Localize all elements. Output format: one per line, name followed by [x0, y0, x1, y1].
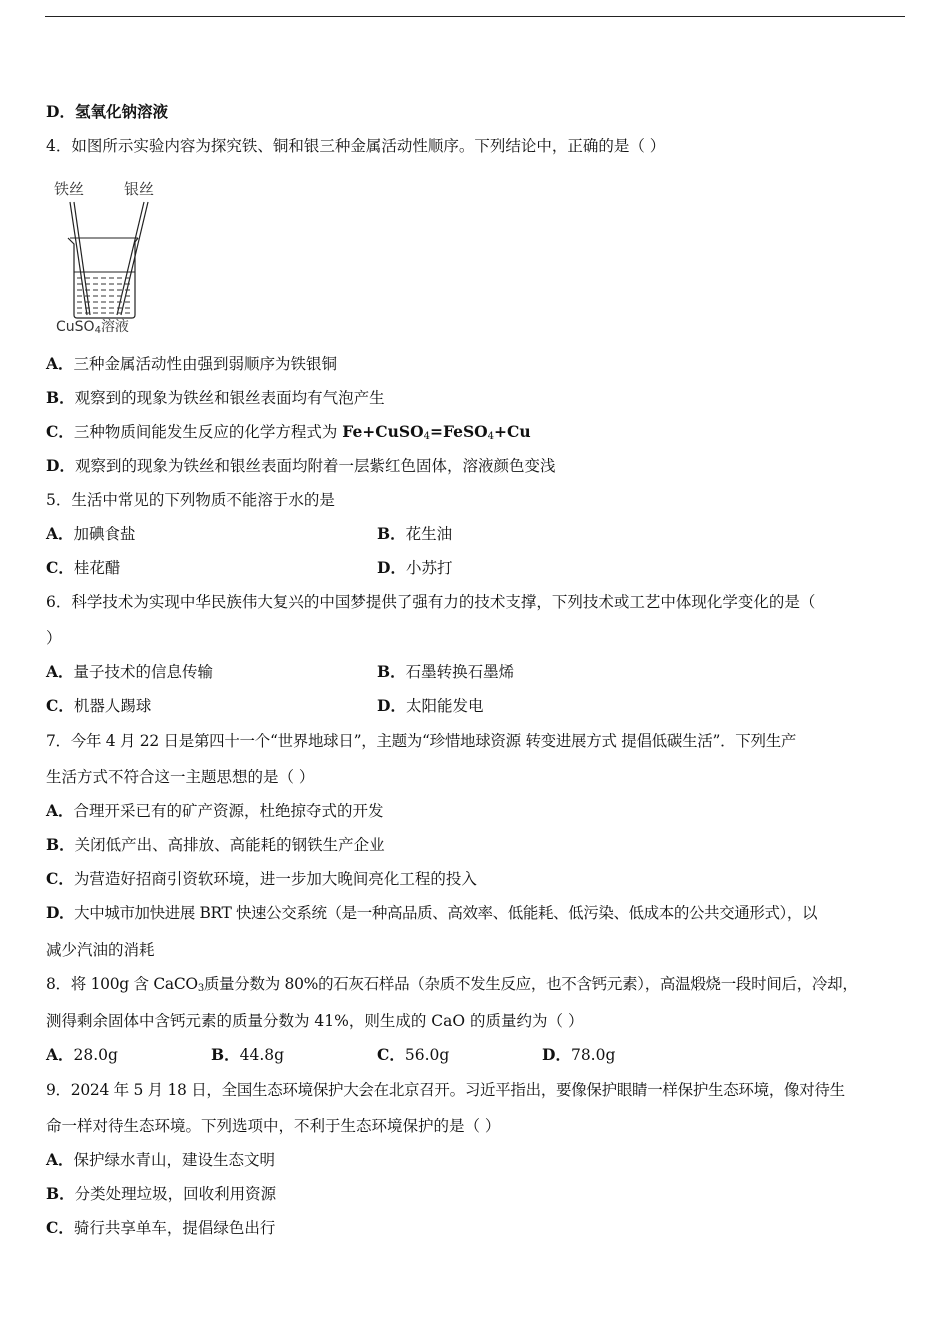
q5-option-a[interactable]: A．加碘食盐 [46, 524, 136, 543]
q4-option-a[interactable]: A．三种金属活动性由强到弱顺序为铁银铜 [46, 354, 338, 373]
q9-option-a[interactable]: A．保护绿水青山，建设生态文明 [46, 1150, 276, 1169]
q6-option-c[interactable]: C．机器人踢球 [46, 696, 152, 715]
q6-option-b[interactable]: B．石墨转换石墨烯 [377, 662, 515, 681]
q8-option-c[interactable]: C．56.0g [377, 1045, 450, 1064]
q8-option-a[interactable]: A．28.0g [46, 1045, 118, 1064]
q5-option-b[interactable]: B．花生油 [377, 524, 453, 543]
q5-option-d[interactable]: D．小苏打 [377, 558, 453, 577]
q8-option-d[interactable]: D．78.0g [542, 1045, 616, 1064]
header-rule [45, 16, 905, 17]
q7-stem: 7．今年 4 月 22 日是第四十一个“世界地球日”，主题为“珍惜地球资源 转变进展方式 提倡低碳生活”．下列生产 [46, 732, 797, 750]
q6-stem-cont: ） [46, 629, 62, 647]
q8-stem-cont: 测得剩余固体中含钙元素的质量分数为 41%，则生成的 CaO 的质量约为（ ） [46, 1012, 584, 1030]
q7-option-d-cont: 减少汽油的消耗 [46, 941, 155, 959]
q4-experiment-figure [52, 172, 172, 342]
q6-option-a[interactable]: A．量子技术的信息传输 [46, 662, 214, 681]
q7-option-a[interactable]: A．合理开采已有的矿产资源，杜绝掠夺式的开发 [46, 801, 384, 820]
q4-option-c[interactable]: C．三种物质间能发生反应的化学方程式为 Fe+CuSO$_4$=FeSO$_4$+Cu [46, 422, 531, 442]
q7-option-c[interactable]: C．为营造好招商引资软环境，进一步加大晚间亮化工程的投入 [46, 869, 477, 888]
q5-option-c[interactable]: C．桂花醋 [46, 558, 121, 577]
q7-option-d[interactable]: D．大中城市加快进展 BRT 快速公交系统（是一种高品质、高效率、低能耗、低污染、低成本的公共交通形式），以 [46, 903, 818, 922]
q4-stem: 4．如图所示实验内容为探究铁、铜和银三种金属活动性顺序。下列结论中，正确的是（ ） [46, 137, 666, 155]
q6-option-d[interactable]: D．太阳能发电 [377, 696, 484, 715]
q9-option-c[interactable]: C．骑行共享单车，提倡绿色出行 [46, 1218, 276, 1237]
figure-label-silver-wire: 银丝 [124, 180, 155, 198]
q4-option-b[interactable]: B．观察到的现象为铁丝和银丝表面均有气泡产生 [46, 388, 385, 407]
figure-label-iron-wire: 铁丝 [54, 180, 85, 198]
q7-stem-cont: 生活方式不符合这一主题思想的是（ ） [46, 768, 315, 786]
q9-option-b[interactable]: B．分类处理垃圾，回收利用资源 [46, 1184, 277, 1203]
figure-label-solution: CuSO$_4$溶液 [56, 319, 129, 336]
q8-stem: 8．将 100g 含 CaCO$_3$质量分数为 80%的石灰石样品（杂质不发生反应，也不含钙元素），高温煅烧一段时间后，冷却， [46, 975, 858, 994]
q5-stem: 5．生活中常见的下列物质不能溶于水的是 [46, 491, 335, 509]
q4-option-d[interactable]: D．观察到的现象为铁丝和银丝表面均附着一层紫红色固体，溶液颜色变浅 [46, 456, 556, 475]
q6-stem: 6．科学技术为实现中华民族伟大复兴的中国梦提供了强有力的技术支撑，下列技术或工艺中体现化学变化的是（ [46, 593, 816, 611]
q8-option-b[interactable]: B．44.8g [211, 1045, 285, 1064]
q9-stem: 9．2024 年 5 月 18 日，全国生态环境保护大会在北京召开。习近平指出，要像保护眼睛一样保护生态环境，像对待生 [46, 1081, 845, 1099]
q9-stem-cont: 命一样对待生态环境。下列选项中，不利于生态环境保护的是（ ） [46, 1117, 501, 1135]
q7-option-b[interactable]: B．关闭低产出、高排放、高能耗的钢铁生产企业 [46, 835, 385, 854]
q3-option-d[interactable]: D．氢氧化钠溶液 [46, 102, 168, 121]
